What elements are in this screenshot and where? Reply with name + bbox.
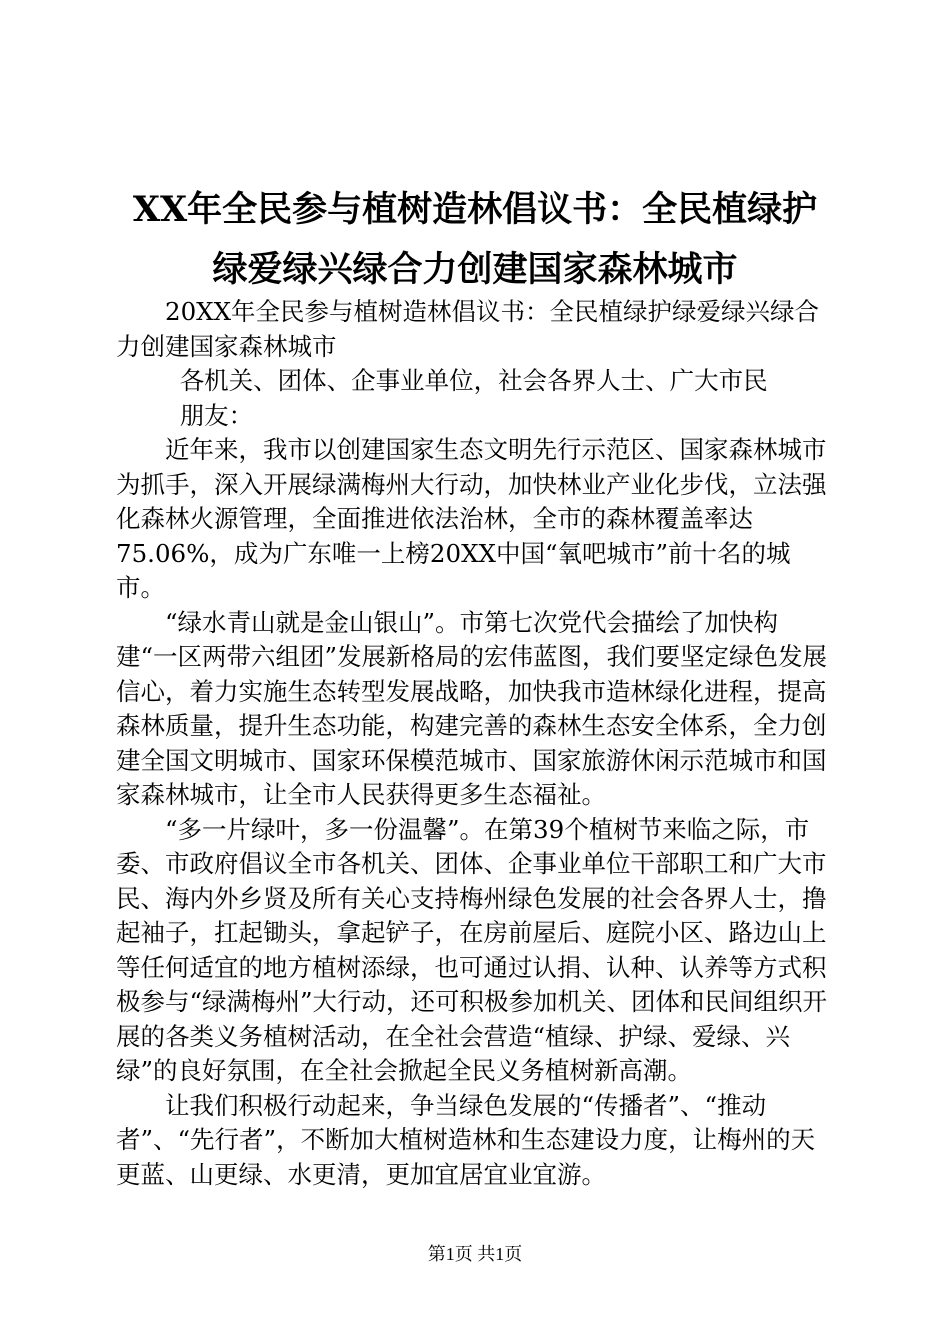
paragraph: “绿水青山就是金山银山”。市第七次党代会描绘了加快构建“一区两带六组团”发展新格局的宏伟蓝图，我们要坚定绿色发展信心，着力实施生态转型发展战略，加快我市造林绿化进程，提高森林质量，提升生态功能，构建完善的森林生态安全体系，全力创建全国文明城市、国家环保模范城市、国家旅游休闲示范城市和国家森林城市，让全市人民获得更多生态福祉。 bbox=[116, 607, 828, 809]
page-footer: 第1页 共1页 bbox=[427, 1244, 523, 1264]
document-title-line-1: XX年全民参与植树造林倡议书：全民植绿护 bbox=[132, 189, 818, 230]
paragraph-heading-repeat: 20XX年全民参与植树造林倡议书：全民植绿护绿爱绿兴绿合力创建国家森林城市 bbox=[116, 297, 820, 361]
paragraph: 近年来，我市以创建国家生态文明先行示范区、国家森林城市为抓手，深入开展绿满梅州大行动，加快林业产业化步伐，立法强化森林火源管理，全面推进依法治林，全市的森林覆盖率达75.06%，成为广东唯一上榜20XX中国“氧吧城市”前十名的城市。 bbox=[116, 435, 827, 602]
salutation-line-2: 朋友： bbox=[179, 400, 254, 430]
paragraph: 让我们积极行动起来，争当绿色发展的“传播者”、“推动者”、“先行者”，不断加大植树造林和生态建设力度，让梅州的天更蓝、山更绿、水更清，更加宜居宜业宜游。 bbox=[116, 1090, 816, 1189]
salutation-line-1: 各机关、团体、企事业单位，社会各界人士、广大市民 bbox=[179, 366, 768, 395]
document-body bbox=[116, 295, 838, 1192]
paragraph: “多一片绿叶，多一份温馨”。在第39个植树节来临之际，市委、市政府倡议全市各机关、团体、企事业单位干部职工和广大市民、海内外乡贤及所有关心支持梅州绿色发展的社会各界人士，撸起袖子，扛起锄头，拿起铲子，在房前屋后、庭院小区、路边山上等任何适宜的地方植树添绿，也可通过认捐、认种、认养等方式积极参与“绿满梅州”大行动，还可积极参加机关、团体和民间组织开展的各类义务植树活动，在全社会营造“植绿、护绿、爱绿、兴绿”的良好氛围，在全社会掀起全民义务植树新高潮。 bbox=[116, 814, 828, 1085]
document-title-line-2: 绿爱绿兴绿合力创建国家森林城市 bbox=[212, 249, 738, 290]
